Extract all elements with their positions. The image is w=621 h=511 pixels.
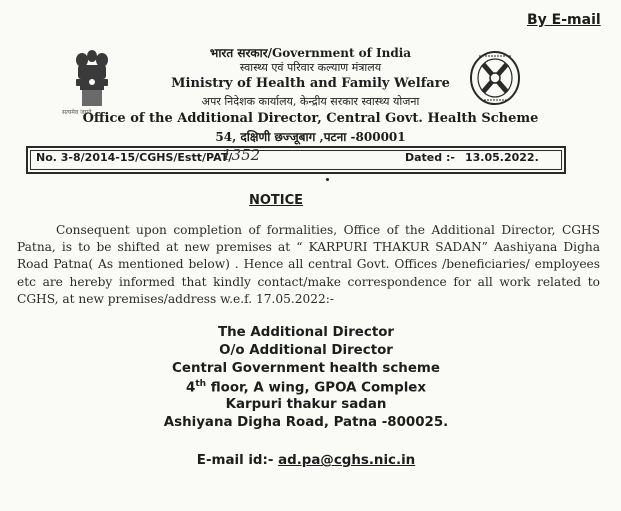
address-line-2: O/o Additional Director: [219, 343, 393, 358]
header-govt-india: भारत सरकार/Government of India: [209, 46, 412, 60]
ink-dot: [326, 178, 329, 181]
dated-label: Dated :-: [405, 151, 455, 164]
header-address: 54, दक्षिणी छज्जूबाग ,पटना -800001: [215, 130, 406, 144]
email-line: [0, 453, 612, 468]
address-line-6: Ashiyana Digha Road, Patna -800025.: [163, 415, 449, 430]
by-email-label: By E-mail: [527, 12, 601, 28]
notice-title: NOTICE: [248, 193, 304, 208]
address-line-3: Central Government health scheme: [172, 361, 440, 376]
floor-rest: floor, A wing, GPOA Complex: [206, 380, 426, 396]
email-label: E-mail id:-: [196, 453, 279, 468]
header-office-hindi: अपर निदेशक कार्यालय, केन्द्रीय सरकार स्वास्थ्य योजना: [201, 95, 420, 108]
email-link[interactable]: ad.pa@cghs.nic.in: [278, 453, 416, 468]
header-office: Office of the Additional Director, Central Govt. Health Scheme: [82, 111, 539, 126]
floor-ordinal: th: [195, 379, 207, 389]
reference-number: No. 3-8/2014-15/CGHS/Estt/PAT/: [36, 151, 233, 164]
dated-value: 13.05.2022.: [465, 151, 539, 164]
address-line-1: The Additional Director: [217, 325, 395, 340]
handwritten-number: 1352: [222, 146, 261, 164]
notice-body: Consequent upon completion of formalities, Office of the Additional Director, CGHS Patna, is to be shifted at new premises at “ KARPURI THAKUR SADAN” Aashiyana Digha Road Patna( As mentioned below) . Hence all central Govt. Offices /beneficiaries/ employees etc are hereby informed that kindly contact/make correspondence for all work related to CGHS, at new premises/address w.e.f. 17.05.2022:-: [17, 223, 600, 306]
address-line-4: [0, 379, 612, 395]
emblem-caption: सत्यमेव जयते: [62, 109, 92, 116]
floor-number: 4: [186, 380, 196, 396]
header-ministry-hindi: स्वास्थ्य एवं परिवार कल्याण मंत्रालय: [239, 61, 382, 74]
header-ministry: Ministry of Health and Family Welfare: [171, 76, 450, 91]
address-line-5: Karpuri thakur sadan: [225, 397, 387, 412]
